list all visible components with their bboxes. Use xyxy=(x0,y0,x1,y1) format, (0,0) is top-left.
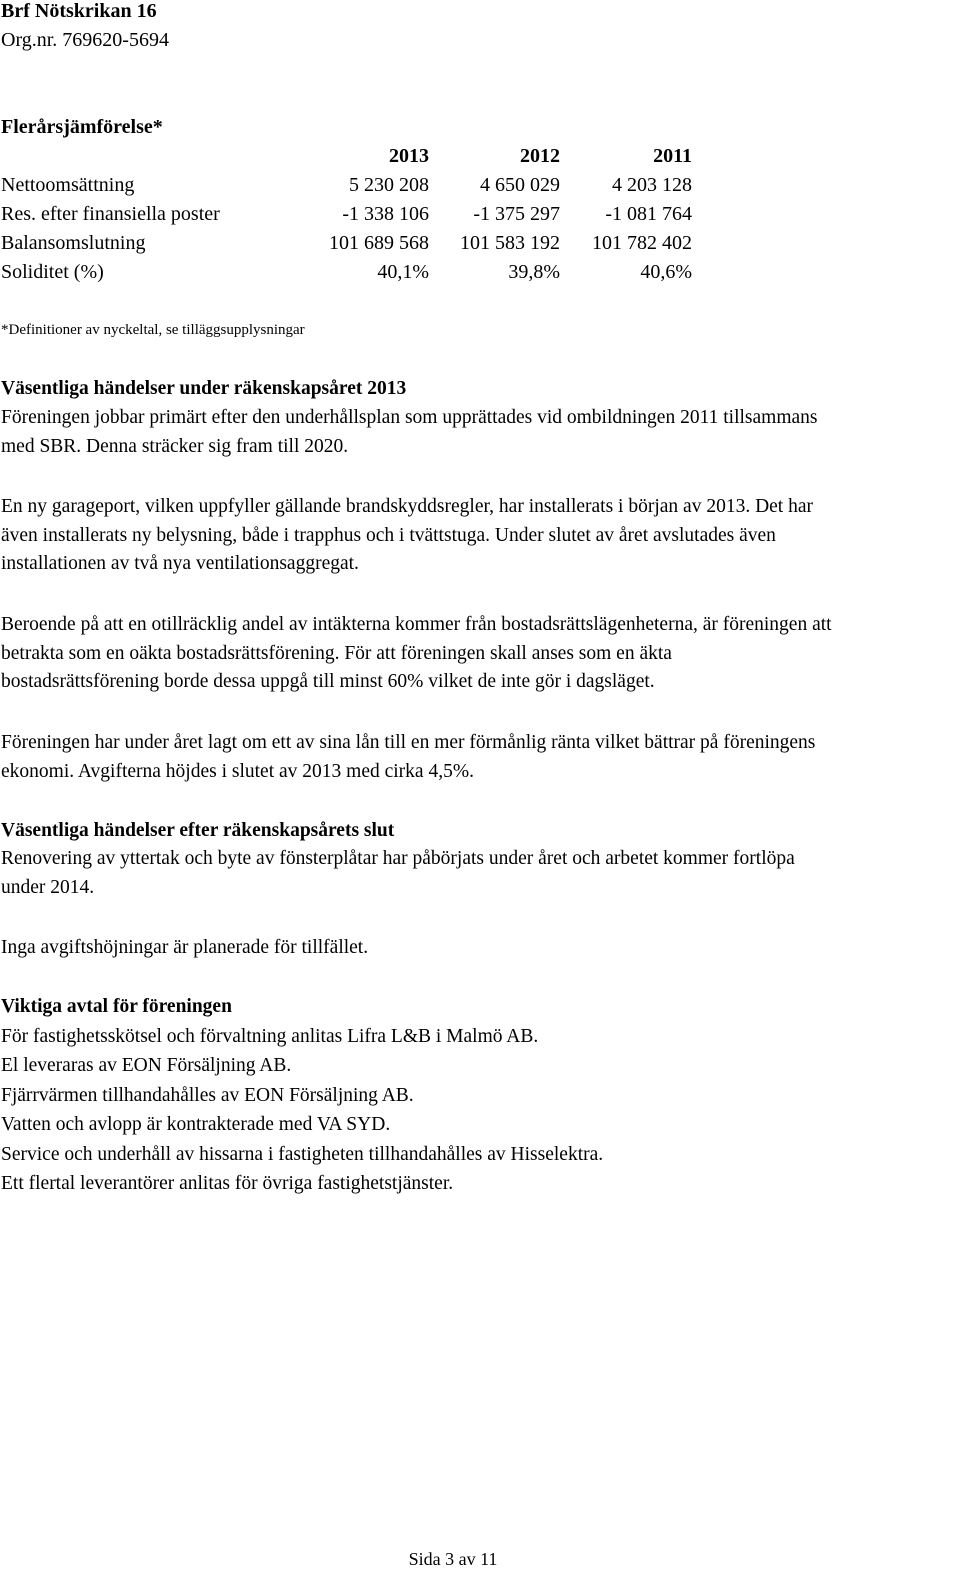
table-cell: 40,6% xyxy=(640,261,692,283)
section-heading-events-after: Väsentliga händelser efter räkenskapsårets slut xyxy=(1,820,395,841)
list-item: Fjärrvärmen tillhandahålles av EON Försäljning AB. xyxy=(1,1084,414,1106)
paragraph xyxy=(1,729,959,786)
paragraph xyxy=(1,934,959,963)
list-item: Ett flertal leverantörer anlitas för övriga fastighetstjänster. xyxy=(1,1173,454,1195)
text-line: Renovering av yttertak och byte av fönsterplåtar har påbörjats under året och arbetet kommer fortlöpa xyxy=(1,848,795,869)
table-cell: 5 230 208 xyxy=(349,174,429,196)
text-line: Föreningen har under året lagt om ett av sina lån till en mer förmånlig ränta vilket bättrar på föreningens xyxy=(1,732,816,753)
table-row-label: Res. efter finansiella poster xyxy=(1,203,220,225)
text-line: installationen av två nya ventilationsaggregat. xyxy=(1,553,359,574)
agreements-list xyxy=(1,1022,959,1198)
table-cell: 40,1% xyxy=(377,261,429,283)
text-line: Inga avgiftshöjningar är planerade för tillfället. xyxy=(1,937,369,958)
text-line: ekonomi. Avgifterna höjdes i slutet av 2013 med cirka 4,5%. xyxy=(1,760,474,782)
paragraph xyxy=(1,611,959,697)
list-item: För fastighetsskötsel och förvaltning anlitas Lifra L&B i Malmö AB. xyxy=(1,1026,539,1047)
table-row-label: Balansomslutning xyxy=(1,232,146,254)
table-cell: -1 081 764 xyxy=(605,203,692,225)
table-cell: -1 375 297 xyxy=(473,203,560,225)
text-line: En ny garageport, vilken uppfyller gällande brandskyddsregler, har installerats i början av 2013. Det har xyxy=(1,496,814,517)
table-cell: 101 782 402 xyxy=(592,232,692,254)
page-number: Sida 3 av 11 xyxy=(408,1549,498,1569)
table-cell: 4 203 128 xyxy=(612,174,692,196)
table-cell: 101 689 568 xyxy=(329,232,429,254)
footnote: *Definitioner av nyckeltal, se tilläggsupplysningar xyxy=(1,322,305,338)
table-cell: 101 583 192 xyxy=(460,232,560,254)
company-name: Brf Nötskrikan 16 xyxy=(1,0,157,22)
text-line: bostadsrättsförening borde dessa uppgå till minst 60% vilket de inte gör i dagsläget. xyxy=(1,671,655,692)
text-line: betrakta som en oäkta bostadsrättsförening. För att föreningen skall anses som en äkta xyxy=(1,642,672,664)
list-item: Vatten och avlopp är kontrakterade med VA SYD. xyxy=(1,1114,391,1136)
table-row-label: Soliditet (%) xyxy=(1,261,104,283)
text-line: Föreningen jobbar primärt efter den underhållsplan som upprättades vid ombildningen 2011 tillsammans xyxy=(1,407,818,428)
list-item: Service och underhåll av hissarna i fastigheten tillhandahålles av Hisselektra. xyxy=(1,1143,604,1165)
table-cell: -1 338 106 xyxy=(342,203,429,225)
section-heading-agreements: Viktiga avtal för föreningen xyxy=(1,996,232,1017)
paragraph xyxy=(1,845,959,902)
org-number: Org.nr. 769620-5694 xyxy=(1,29,169,51)
text-line: med SBR. Denna sträcker sig fram till 2020. xyxy=(1,435,349,457)
section-heading-events-year: Väsentliga händelser under räkenskapsåret 2013 xyxy=(1,378,407,399)
text-line: Beroende på att en otillräcklig andel av intäkterna kommer från bostadsrättslägenheterna, är föreningen att xyxy=(1,614,832,635)
paragraph xyxy=(1,493,959,579)
table-cell: 39,8% xyxy=(508,261,560,283)
table-cell: 4 650 029 xyxy=(480,174,560,196)
table-row-label: Nettoomsättning xyxy=(1,174,135,196)
year-header: 2012 xyxy=(520,145,560,167)
year-header: 2013 xyxy=(389,145,429,167)
multi-year-title: Flerårsjämförelse* xyxy=(1,116,163,138)
text-line: under 2014. xyxy=(1,876,95,898)
year-header: 2011 xyxy=(653,145,692,167)
text-line: även installerats ny belysning, både i trapphus och i tvättstuga. Under slutet av året avslutades även xyxy=(1,524,776,546)
paragraph xyxy=(1,404,959,461)
list-item: El leveraras av EON Försäljning AB. xyxy=(1,1055,292,1077)
